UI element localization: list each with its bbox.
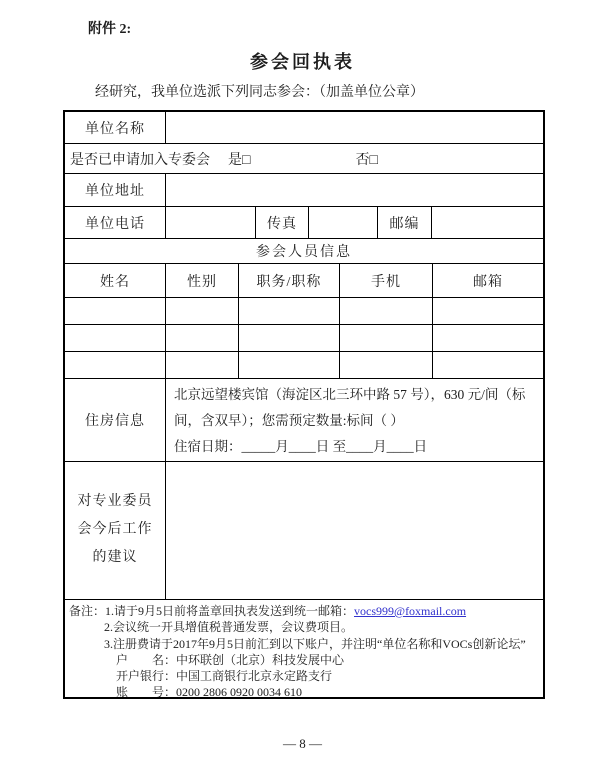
notes-cell xyxy=(65,600,543,697)
attendee-email-cell[interactable] xyxy=(432,298,543,324)
housing-label: 住房信息 xyxy=(85,414,145,429)
fax-input-cell[interactable] xyxy=(308,207,377,238)
col-header-email: 邮箱 xyxy=(432,264,543,297)
unit-name-label: 单位名称 xyxy=(85,121,145,137)
committee-question-label: 是否已申请加入专委会 xyxy=(70,152,210,168)
unit-address-input-cell[interactable] xyxy=(165,174,543,206)
row-unit-name xyxy=(65,112,543,143)
attendee-mobile-cell[interactable] xyxy=(339,298,432,324)
suggestions-label-line-1: 对专业委员 xyxy=(77,494,153,509)
housing-line-1: 北京远望楼宾馆（海淀区北三环中路 57 号），630 元/间（标 xyxy=(174,387,526,402)
note-line-3: 3.注册费请于2017年9月5日前汇到以下账户，并注明“单位名称和VOCs创新论坛” xyxy=(104,636,526,651)
note-line-2: 2.会议统一开具增值税普通发票，会议费项目。 xyxy=(104,620,354,635)
row-notes xyxy=(65,599,543,697)
page-number: — 8 — xyxy=(283,736,322,751)
account-number-line: 账 号：0200 2806 0920 0034 610 xyxy=(116,685,303,697)
yes-checkbox[interactable]: 是□ xyxy=(228,152,251,168)
attendee-row-2 xyxy=(65,324,543,351)
suggestions-label-line-3: 的建议 xyxy=(92,550,138,565)
attendee-mobile-cell[interactable] xyxy=(339,352,432,378)
row-housing xyxy=(65,378,543,461)
attendee-row-3 xyxy=(65,351,543,378)
note-line-1 xyxy=(65,603,543,619)
postcode-label: 邮编 xyxy=(377,207,431,238)
attendee-position-cell[interactable] xyxy=(238,325,339,351)
email-link[interactable]: vocs999@foxmail.com xyxy=(354,604,467,618)
col-header-mobile: 手机 xyxy=(339,264,432,297)
attendee-mobile-cell[interactable] xyxy=(339,325,432,351)
reply-form-table xyxy=(63,110,545,699)
row-attendee-headers xyxy=(65,263,543,297)
col-header-name: 姓名 xyxy=(100,274,130,290)
attendee-email-cell[interactable] xyxy=(432,352,543,378)
row-suggestions xyxy=(65,461,543,599)
postcode-input-cell[interactable] xyxy=(431,207,543,238)
bank-name-line: 开户银行：中国工商银行北京永定路支行 xyxy=(116,669,333,684)
attendee-gender-cell[interactable] xyxy=(165,352,238,378)
suggestions-input-cell[interactable] xyxy=(165,462,543,599)
attendee-name-cell[interactable] xyxy=(65,325,165,351)
attendee-gender-cell[interactable] xyxy=(165,298,238,324)
col-header-position: 职务/职称 xyxy=(238,264,339,297)
row-unit-address xyxy=(65,173,543,206)
unit-phone-input-cell[interactable] xyxy=(165,207,255,238)
housing-line-3: 住宿日期：_____月____日 至____月____日 xyxy=(174,439,428,454)
note-line-1-text: 备注：1.请于9月5日前将盖章回执表发送到统一邮箱： xyxy=(69,604,355,618)
attendee-position-cell[interactable] xyxy=(238,298,339,324)
committee-question-cell xyxy=(65,144,543,173)
attendee-position-cell[interactable] xyxy=(238,352,339,378)
suggestions-label-line-2: 会今后工作 xyxy=(77,522,153,537)
unit-name-input-cell[interactable] xyxy=(165,112,543,143)
row-attendee-section xyxy=(65,238,543,263)
attendee-row-1 xyxy=(65,297,543,324)
attendee-name-cell[interactable] xyxy=(65,298,165,324)
no-checkbox[interactable]: 否□ xyxy=(355,152,378,168)
fax-label: 传真 xyxy=(255,207,308,238)
attendee-section-title: 参会人员信息 xyxy=(256,245,352,260)
suggestions-label xyxy=(65,462,165,599)
unit-address-label: 单位地址 xyxy=(85,184,145,199)
housing-line-2: 间，含双早）；您需预定数量:标间（ ） xyxy=(174,413,404,428)
row-unit-phone xyxy=(65,206,543,238)
housing-content-cell[interactable] xyxy=(165,379,543,461)
attendee-name-cell[interactable] xyxy=(65,352,165,378)
attendee-email-cell[interactable] xyxy=(432,325,543,351)
page-title: 参会回执表 xyxy=(250,52,355,72)
account-name-line: 户 名：中环联创（北京）科技发展中心 xyxy=(116,652,345,667)
attachment-label: 附件 2: xyxy=(88,22,132,37)
attendee-gender-cell[interactable] xyxy=(165,325,238,351)
row-committee-question xyxy=(65,143,543,173)
unit-phone-label: 单位电话 xyxy=(85,216,145,232)
intro-text: 经研究，我单位选派下列同志参会：（加盖单位公章） xyxy=(95,85,424,100)
col-header-gender: 性别 xyxy=(165,264,238,297)
